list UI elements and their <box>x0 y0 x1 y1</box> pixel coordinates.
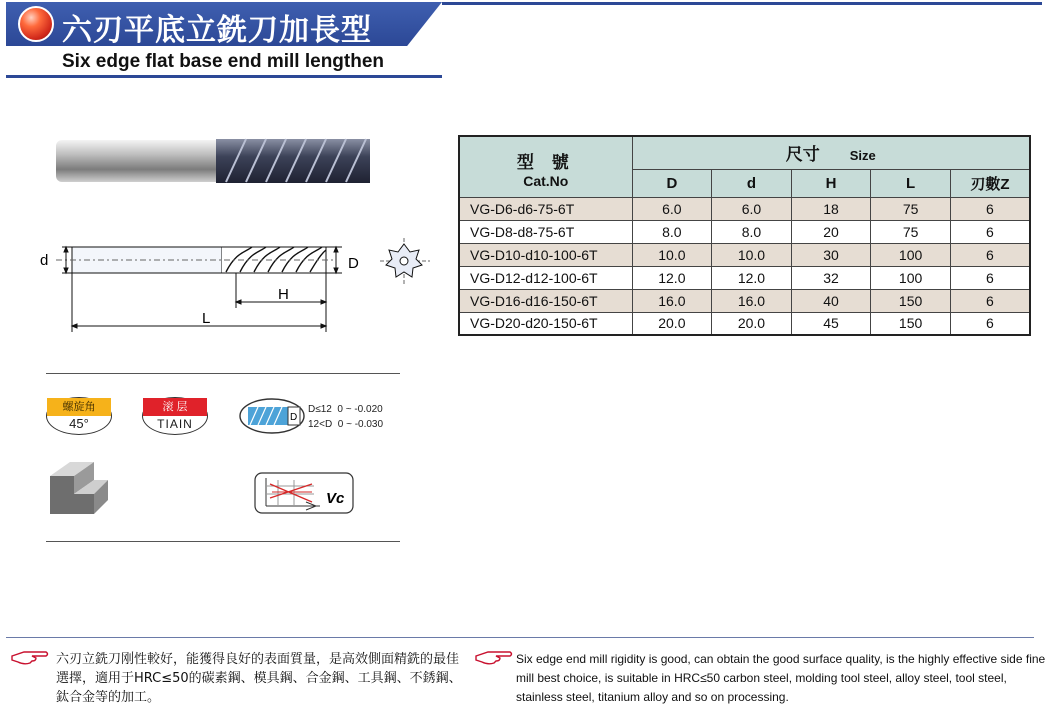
cat-no-cell: VG-D8-d8-75-6T <box>459 220 632 243</box>
column-header: H <box>791 169 871 197</box>
size-cell: 20 <box>791 220 871 243</box>
description-zh: 六刃立銑刀刚性較好，能獲得良好的表面質量，是高效側面精銑的最佳選擇，適用于HRC≤50的碳素鋼、模具鋼、合金鋼、工具鋼、不銹鋼、鈦合金等的加工。 <box>56 652 462 705</box>
end-mill-photo <box>56 138 376 184</box>
dim-H-label: H <box>278 286 289 303</box>
size-cell: 6 <box>950 243 1030 266</box>
column-header: D <box>632 169 712 197</box>
table-row <box>459 289 1030 312</box>
size-cell: 18 <box>791 197 871 220</box>
dim-L-label: L <box>202 310 211 327</box>
size-cell: 100 <box>871 243 951 266</box>
size-cell: 6.0 <box>632 197 712 220</box>
column-header: d <box>712 169 792 197</box>
subtitle-underline <box>6 75 442 78</box>
pointing-hand-icon <box>474 648 514 666</box>
description-en: Six edge end mill rigidity is good, can obtain the good surface quality, is the highly effective side fine mill best choice, is suitable in HRC≤50 carbon steel, molding tool steel, alloy steel, tool steel, stainless steel, titanium alloy and so on processing. <box>516 652 1046 704</box>
size-cell: 75 <box>871 220 951 243</box>
tolerance-icon <box>238 397 306 435</box>
size-cell: 6 <box>950 266 1030 289</box>
size-cell: 100 <box>871 266 951 289</box>
bullet-ball-icon <box>18 6 54 42</box>
size-cell: 45 <box>791 312 871 335</box>
end-view-icon <box>380 238 430 284</box>
table-body <box>459 197 1030 335</box>
page-title: 六刃平底立銑刀加長型 <box>62 13 372 48</box>
workpiece-block-icon <box>44 458 112 516</box>
size-cell: 6 <box>950 289 1030 312</box>
size-cell: 8.0 <box>712 220 792 243</box>
size-cell: 20.0 <box>712 312 792 335</box>
column-header: 刃數Z <box>950 169 1030 197</box>
dim-D-label: D <box>348 255 359 272</box>
table-row <box>459 243 1030 266</box>
cutting-speed-chart-icon <box>254 472 354 514</box>
table-row <box>459 266 1030 289</box>
cat-no-cell: VG-D20-d20-150-6T <box>459 312 632 335</box>
panel-top-rule <box>46 373 400 374</box>
size-cell: 20.0 <box>632 312 712 335</box>
size-cell: 10.0 <box>712 243 792 266</box>
helix-angle-badge: 螺旋角 45° <box>46 397 112 435</box>
header-rule <box>442 2 1042 5</box>
cat-no-header: 型 號 Cat.No <box>459 136 632 197</box>
cat-no-cell: VG-D12-d12-100-6T <box>459 266 632 289</box>
size-cell: 16.0 <box>712 289 792 312</box>
size-cell: 16.0 <box>632 289 712 312</box>
size-cell: 150 <box>871 312 951 335</box>
size-cell: 6.0 <box>712 197 792 220</box>
cat-no-cell: VG-D6-d6-75-6T <box>459 197 632 220</box>
end-mill-drawing <box>36 222 359 338</box>
dim-d-label: d <box>40 252 49 269</box>
size-cell: 6 <box>950 312 1030 335</box>
size-cell: 32 <box>791 266 871 289</box>
page-subtitle: Six edge flat base end mill lengthen <box>62 51 385 72</box>
size-cell: 6 <box>950 197 1030 220</box>
size-cell: 30 <box>791 243 871 266</box>
table-row <box>459 220 1030 243</box>
size-cell: 8.0 <box>632 220 712 243</box>
coating-badge: 滚 层 TIAIN <box>142 397 208 435</box>
column-header: L <box>871 169 951 197</box>
tolerance-text: D≤12 0 ~ -0.020 12<D 0 ~ -0.030 <box>308 404 384 430</box>
table-row <box>459 312 1030 335</box>
size-cell: 12.0 <box>712 266 792 289</box>
size-cell: 75 <box>871 197 951 220</box>
panel-bottom-rule <box>46 541 400 542</box>
cat-no-cell: VG-D16-d16-150-6T <box>459 289 632 312</box>
table-row <box>459 197 1030 220</box>
size-cell: 40 <box>791 289 871 312</box>
spec-table <box>458 135 1031 336</box>
footer-rule <box>6 637 1034 638</box>
size-cell: 6 <box>950 220 1030 243</box>
tolerance-D-label: D <box>290 412 298 423</box>
size-cell: 12.0 <box>632 266 712 289</box>
size-cell: 10.0 <box>632 243 712 266</box>
size-header: 尺寸 Size <box>632 136 1030 169</box>
vc-label: Vc <box>326 490 345 507</box>
pointing-hand-icon <box>10 648 50 666</box>
size-cell: 150 <box>871 289 951 312</box>
cat-no-cell: VG-D10-d10-100-6T <box>459 243 632 266</box>
